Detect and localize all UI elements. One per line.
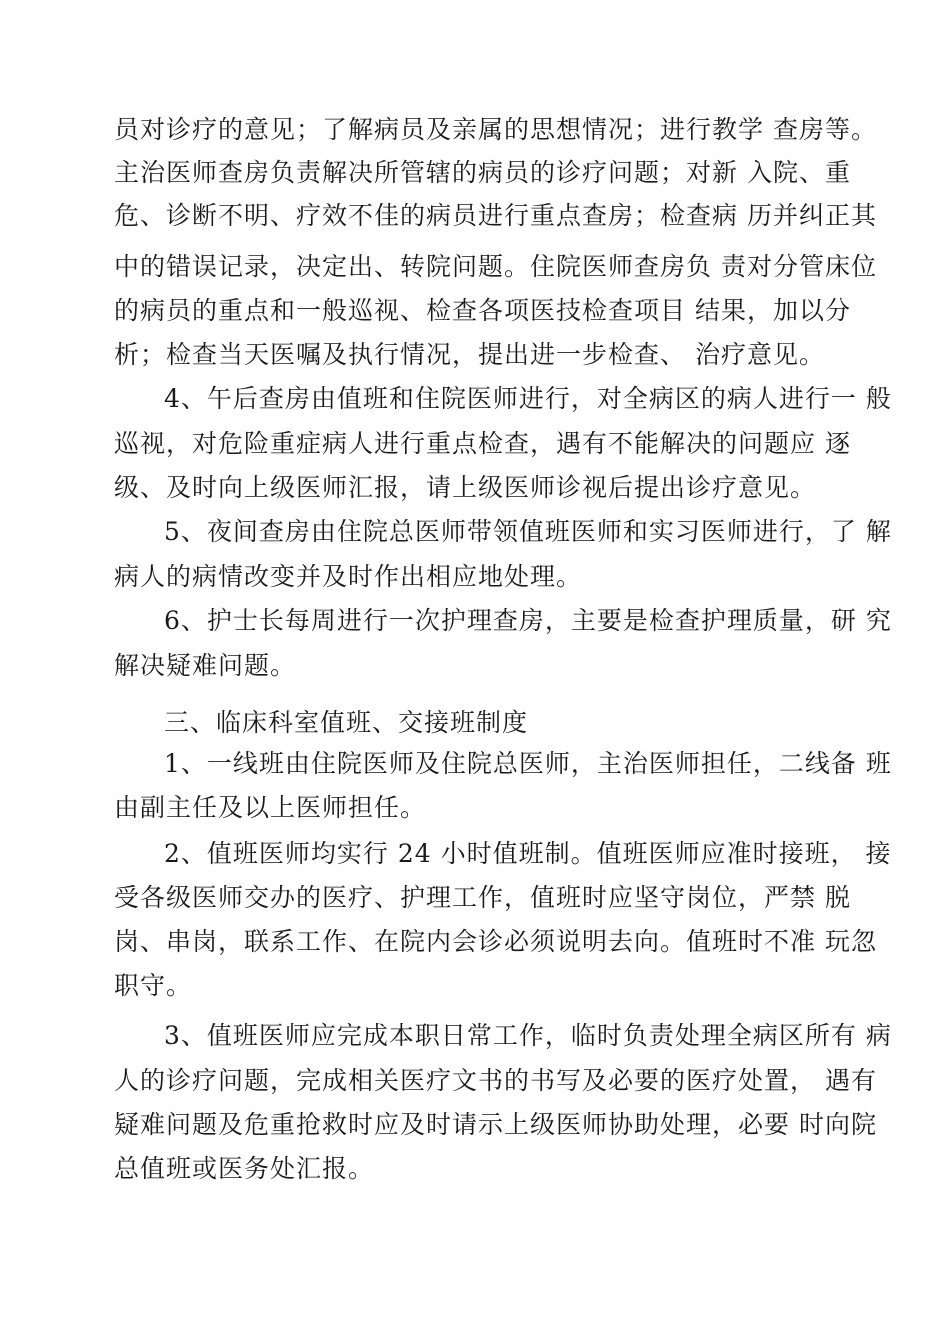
text-line: 人的诊疗问题，完成相关医疗文书的书写及必要的医疗处置， 遇有 [114, 1066, 877, 1095]
text-line: 危、诊断不明、疗效不佳的病员进行重点查房；检查病 历并纠正其 [114, 201, 877, 230]
text-line: 总值班或医务处汇报。 [114, 1154, 375, 1183]
paragraph-3-line: 3、值班医师应完成本职日常工作，临时负责处理全病区所有 病 [164, 1021, 892, 1050]
paragraph-5-line: 5、夜间查房由住院总医师带领值班医师和实习医师进行，了 解 [164, 517, 892, 546]
paragraph-6-line: 6、护士长每周进行一次护理查房，主要是检查护理质量，研 究 [164, 606, 892, 635]
paragraph-4-line: 4、午后查房由值班和住院医师进行，对全病区的病人进行一 般 [164, 384, 892, 413]
paragraph-1-line: 1、一线班由住院医师及住院总医师，主治医师担任，二线备 班 [164, 749, 892, 778]
paragraph-2-line: 2、值班医师均实行 24 小时值班制。值班医师应准时接班， 接 [164, 839, 892, 868]
text-line: 由副主任及以上医师担任。 [114, 793, 427, 822]
text-line: 析；检查当天医嘱及执行情况，提出进一步检查、 治疗意见。 [114, 340, 825, 369]
text-line: 中的错误记录，决定出、转院问题。住院医师查房负 责对分管床位 [114, 252, 877, 281]
text-line: 职守。 [114, 971, 193, 1000]
text-line: 病人的病情改变并及时作出相应地处理。 [114, 562, 583, 591]
text-line: 受各级医师交办的医疗、护理工作，值班时应坚守岗位，严禁 脱 [114, 883, 851, 912]
text-line: 疑难问题及危重抢救时应及时请示上级医师协助处理，必要 时向院 [114, 1110, 877, 1139]
text-line: 巡视，对危险重症病人进行重点检查，遇有不能解决的问题应 逐 [114, 429, 851, 458]
text-line: 级、及时向上级医师汇报，请上级医师诊视后提出诊疗意见。 [114, 473, 817, 502]
text-line: 员对诊疗的意见；了解病员及亲属的思想情况；进行教学 查房等。 [114, 115, 877, 144]
text-line: 主治医师查房负责解决所管辖的病员的诊疗问题；对新 入院、重 [114, 158, 851, 187]
text-line: 岗、串岗，联系工作、在院内会诊必须说明去向。值班时不准 玩忽 [114, 927, 877, 956]
text-line: 的病员的重点和一般巡视、检查各项医技检查项目 结果，加以分 [114, 296, 851, 325]
text-line: 解决疑难问题。 [114, 651, 297, 680]
section-heading: 三、临床科室值班、交接班制度 [164, 708, 529, 737]
